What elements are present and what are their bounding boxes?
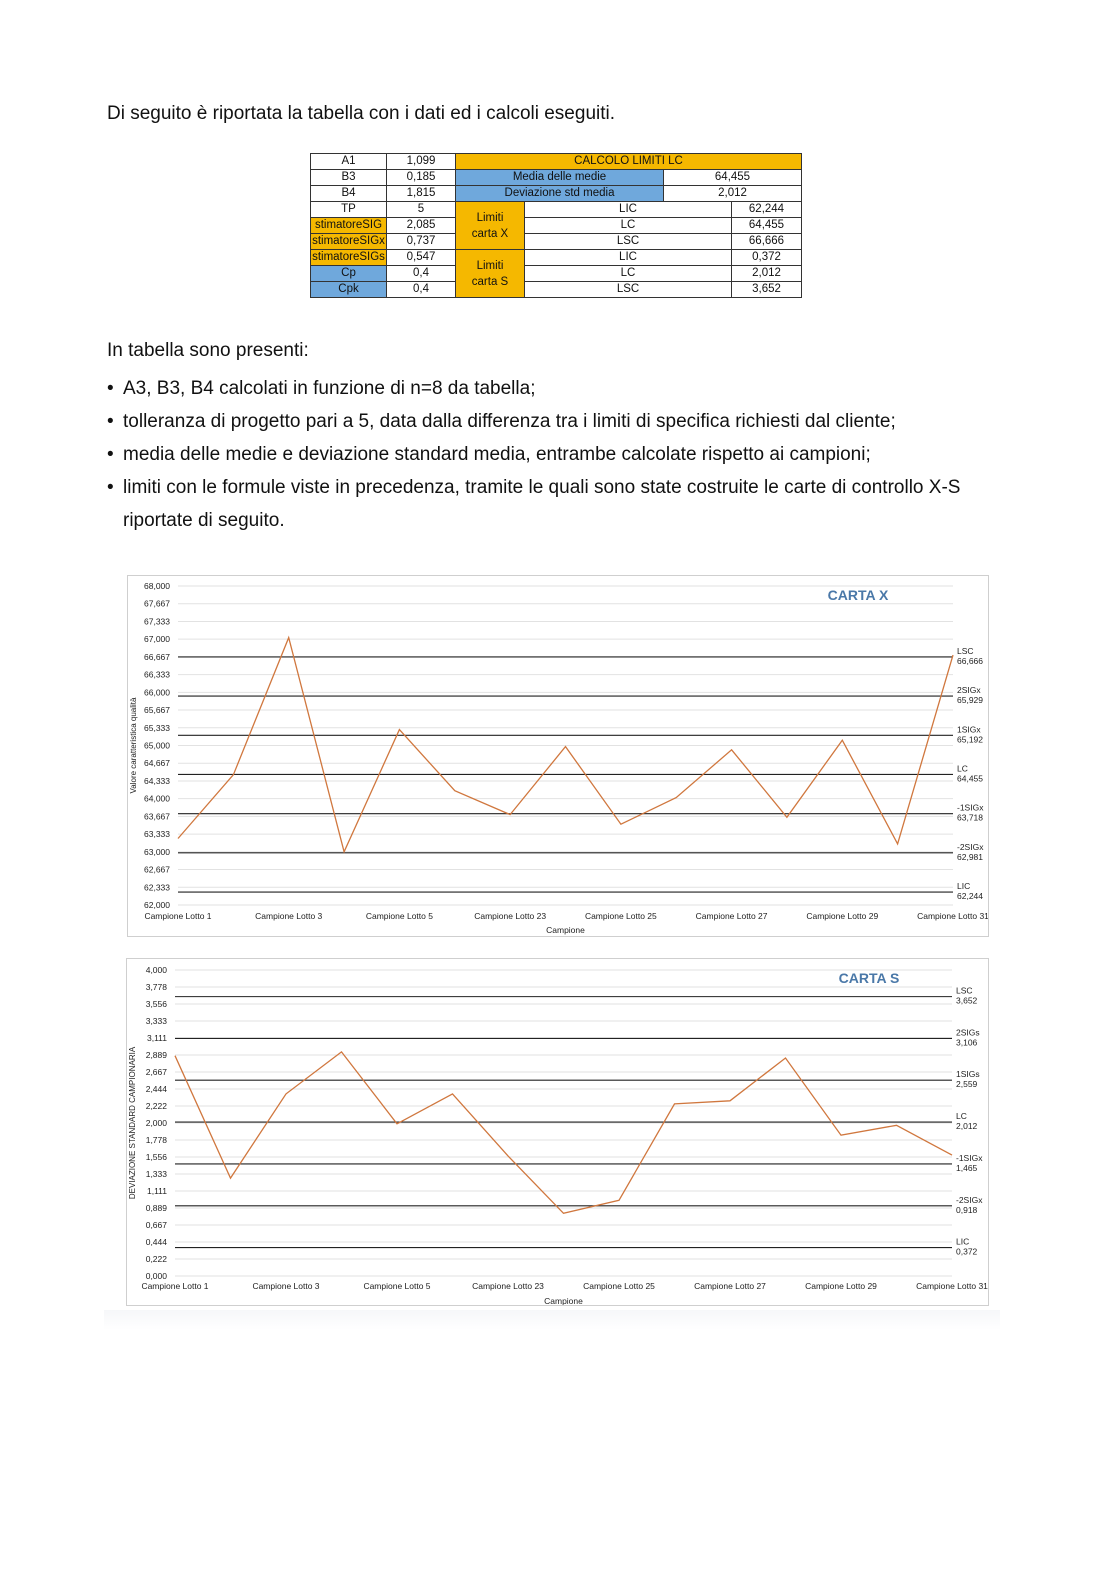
list-item: • A3, B3, B4 calcolati in funzione di n=8 da tabella; <box>107 372 1027 405</box>
param-label: TP <box>311 202 387 218</box>
series-line <box>175 1052 952 1213</box>
x-tick-label: Campione Lotto 29 <box>805 1281 877 1291</box>
y-tick-label: 64,667 <box>144 758 170 769</box>
limit-value: 3,652 <box>732 282 802 298</box>
x-tick-label: Campione Lotto 31 <box>917 911 988 921</box>
limit-value: 62,981 <box>957 851 983 862</box>
table-row <box>311 250 802 266</box>
y-tick-label: 66,667 <box>144 651 170 662</box>
dev-value: 2,012 <box>664 186 802 202</box>
limit-value: 3,106 <box>956 1037 978 1048</box>
param-value: 0,185 <box>387 170 456 186</box>
limit-name: -1SIGx <box>956 1152 983 1163</box>
y-tick-label: 0,444 <box>145 1237 167 1247</box>
param-value: 5 <box>387 202 456 218</box>
param-value: 2,085 <box>387 218 456 234</box>
limit-value: 0,918 <box>956 1204 978 1215</box>
limit-value: 64,455 <box>732 218 802 234</box>
limit-value: 65,929 <box>957 695 983 706</box>
x-tick-label: Campione Lotto 31 <box>916 1281 988 1291</box>
param-value: 0,4 <box>387 266 456 282</box>
y-tick-label: 3,333 <box>145 1016 167 1026</box>
y-tick-label: 65,667 <box>144 705 170 716</box>
carta-s-chart-box <box>126 958 989 1306</box>
carta-x-label <box>456 202 525 250</box>
limit-value: 62,244 <box>732 202 802 218</box>
limit-value: 63,718 <box>957 812 983 823</box>
carta-s-chart <box>127 959 988 1305</box>
x-axis-label: Campione <box>544 1296 583 1305</box>
calculation-table <box>310 153 802 298</box>
y-tick-label: 2,222 <box>145 1101 167 1111</box>
limit-name: LSC <box>956 985 973 996</box>
limit-label: LIC <box>525 202 732 218</box>
limit-name: LIC <box>957 881 971 892</box>
y-tick-label: 64,000 <box>144 793 170 804</box>
x-tick-label: Campione Lotto 29 <box>806 911 879 921</box>
y-tick-label: 0,889 <box>145 1203 167 1213</box>
y-tick-label: 3,778 <box>145 982 167 992</box>
y-tick-label: 2,000 <box>145 1118 167 1128</box>
x-tick-label: Campione Lotto 1 <box>141 1281 209 1291</box>
y-tick-label: 66,000 <box>144 687 170 698</box>
y-tick-label: 1,556 <box>145 1152 167 1162</box>
media-value: 64,455 <box>664 170 802 186</box>
param-label: Cp <box>311 266 387 282</box>
x-tick-label: Campione Lotto 3 <box>255 911 323 921</box>
y-tick-label: 64,333 <box>144 775 170 786</box>
y-tick-label: 62,000 <box>144 900 170 910</box>
limit-value: 2,012 <box>956 1121 978 1132</box>
limit-label: LSC <box>525 234 732 250</box>
y-tick-label: 2,444 <box>145 1084 167 1094</box>
x-tick-label: Campione Lotto 5 <box>363 1281 431 1291</box>
chart-title: CARTA S <box>838 970 900 986</box>
y-tick-label: 67,000 <box>144 634 170 645</box>
param-label: B4 <box>311 186 387 202</box>
limit-label: LC <box>525 218 732 234</box>
limit-name: LSC <box>957 645 974 656</box>
y-tick-label: 65,333 <box>144 722 170 733</box>
carta-s-label-line2: carta S <box>471 275 509 288</box>
series-line <box>178 638 953 852</box>
limit-value: 65,192 <box>957 734 983 745</box>
y-axis-label: Valore caratteristica qualità <box>129 697 138 794</box>
limit-value: 0,372 <box>956 1246 978 1257</box>
media-label: Media delle medie <box>456 170 664 186</box>
param-label: A1 <box>311 154 387 170</box>
param-label: Cpk <box>311 282 387 298</box>
limit-name: LC <box>956 1111 967 1122</box>
y-tick-label: 62,667 <box>144 864 170 875</box>
limit-value: 66,666 <box>732 234 802 250</box>
table-row <box>311 170 802 186</box>
y-tick-label: 63,667 <box>144 811 170 822</box>
table-row <box>311 282 802 298</box>
list-title: In tabella sono presenti: <box>107 340 309 361</box>
table-row <box>311 202 802 218</box>
y-tick-label: 1,778 <box>145 1135 167 1145</box>
limit-name: -1SIGx <box>957 802 984 813</box>
limit-value: 3,652 <box>956 995 978 1006</box>
y-tick-label: 67,333 <box>144 616 170 627</box>
table-header: CALCOLO LIMITI LC <box>456 154 802 170</box>
y-tick-label: 68,000 <box>144 581 170 591</box>
page-shadow <box>104 1310 1000 1330</box>
x-tick-label: Campione Lotto 23 <box>472 1281 544 1291</box>
limit-value: 62,244 <box>957 891 983 902</box>
limit-label: LC <box>525 266 732 282</box>
carta-x-label-line1: Limiti <box>476 211 504 224</box>
y-tick-label: 0,222 <box>145 1254 167 1264</box>
y-tick-label: 1,111 <box>146 1186 167 1196</box>
carta-s-label <box>456 250 525 298</box>
list-item: • tolleranza di progetto pari a 5, data dalla differenza tra i limiti di specifica richiesti dal cliente; <box>107 405 1027 438</box>
y-tick-label: 0,000 <box>145 1271 167 1281</box>
limit-value: 2,012 <box>732 266 802 282</box>
chart-title: CARTA X <box>827 587 889 603</box>
y-tick-label: 2,667 <box>145 1067 167 1077</box>
limit-name: -2SIGx <box>956 1194 983 1205</box>
y-tick-label: 0,667 <box>145 1220 167 1230</box>
table-row <box>311 186 802 202</box>
param-value: 1,099 <box>387 154 456 170</box>
limit-name: LIC <box>956 1236 970 1247</box>
y-tick-label: 63,000 <box>144 846 170 857</box>
y-tick-label: 66,333 <box>144 669 170 680</box>
limit-value: 66,666 <box>957 655 983 666</box>
param-label: B3 <box>311 170 387 186</box>
intro-text: Di seguito è riportata la tabella con i dati ed i calcoli eseguiti. <box>107 103 616 124</box>
y-tick-label: 3,556 <box>145 999 167 1009</box>
limit-value: 0,372 <box>732 250 802 266</box>
limit-name: LC <box>957 763 968 774</box>
dev-label: Deviazione std media <box>456 186 664 202</box>
param-label: stimatoreSIGs <box>311 250 387 266</box>
table-row <box>311 218 802 234</box>
list-item: • media delle medie e deviazione standard media, entrambe calcolate rispetto ai campioni; <box>107 438 1027 471</box>
table-row <box>311 234 802 250</box>
param-value: 0,547 <box>387 250 456 266</box>
y-tick-label: 63,333 <box>144 829 170 840</box>
limit-name: 1SIGs <box>956 1069 980 1080</box>
y-tick-label: 62,333 <box>144 882 170 893</box>
y-tick-label: 4,000 <box>145 965 167 975</box>
param-label: stimatoreSIG <box>311 218 387 234</box>
carta-s-label-line1: Limiti <box>476 259 504 272</box>
limit-label: LIC <box>525 250 732 266</box>
limit-name: -2SIGx <box>957 841 984 852</box>
limit-name: 2SIGs <box>956 1027 980 1038</box>
x-tick-label: Campione Lotto 3 <box>252 1281 320 1291</box>
y-tick-label: 65,000 <box>144 740 170 751</box>
table-row <box>311 266 802 282</box>
table-row <box>311 154 802 170</box>
x-tick-label: Campione Lotto 1 <box>144 911 212 921</box>
carta-x-chart-box <box>127 575 989 937</box>
y-tick-label: 3,111 <box>146 1033 167 1043</box>
y-tick-label: 67,667 <box>144 598 170 609</box>
x-tick-label: Campione Lotto 25 <box>583 1281 655 1291</box>
y-tick-label: 1,333 <box>145 1169 167 1179</box>
bullet-list <box>107 372 1027 537</box>
param-value: 1,815 <box>387 186 456 202</box>
limit-name: 2SIGx <box>957 685 981 696</box>
limit-value: 2,559 <box>956 1079 978 1090</box>
limit-value: 64,455 <box>957 773 983 784</box>
x-tick-label: Campione Lotto 27 <box>695 911 768 921</box>
x-tick-label: Campione Lotto 5 <box>365 911 433 921</box>
y-tick-label: 2,889 <box>145 1050 167 1060</box>
x-tick-label: Campione Lotto 25 <box>584 911 657 921</box>
param-value: 0,737 <box>387 234 456 250</box>
y-axis-label: DEVIAZIONE STANDARD CAMPIONARIA <box>128 1046 137 1200</box>
carta-x-label-line2: carta X <box>471 227 509 240</box>
limit-value: 1,465 <box>956 1162 978 1173</box>
x-tick-label: Campione Lotto 27 <box>694 1281 766 1291</box>
limit-label: LSC <box>525 282 732 298</box>
param-label: stimatoreSIGx <box>311 234 387 250</box>
param-value: 0,4 <box>387 282 456 298</box>
x-tick-label: Campione Lotto 23 <box>474 911 547 921</box>
list-item: • limiti con le formule viste in precedenza, tramite le quali sono state costruite le carte di controllo X-S riportate di seguito. <box>107 471 1027 537</box>
x-axis-label: Campione <box>546 925 585 935</box>
carta-x-chart <box>128 576 988 936</box>
limit-name: 1SIGx <box>957 724 981 735</box>
